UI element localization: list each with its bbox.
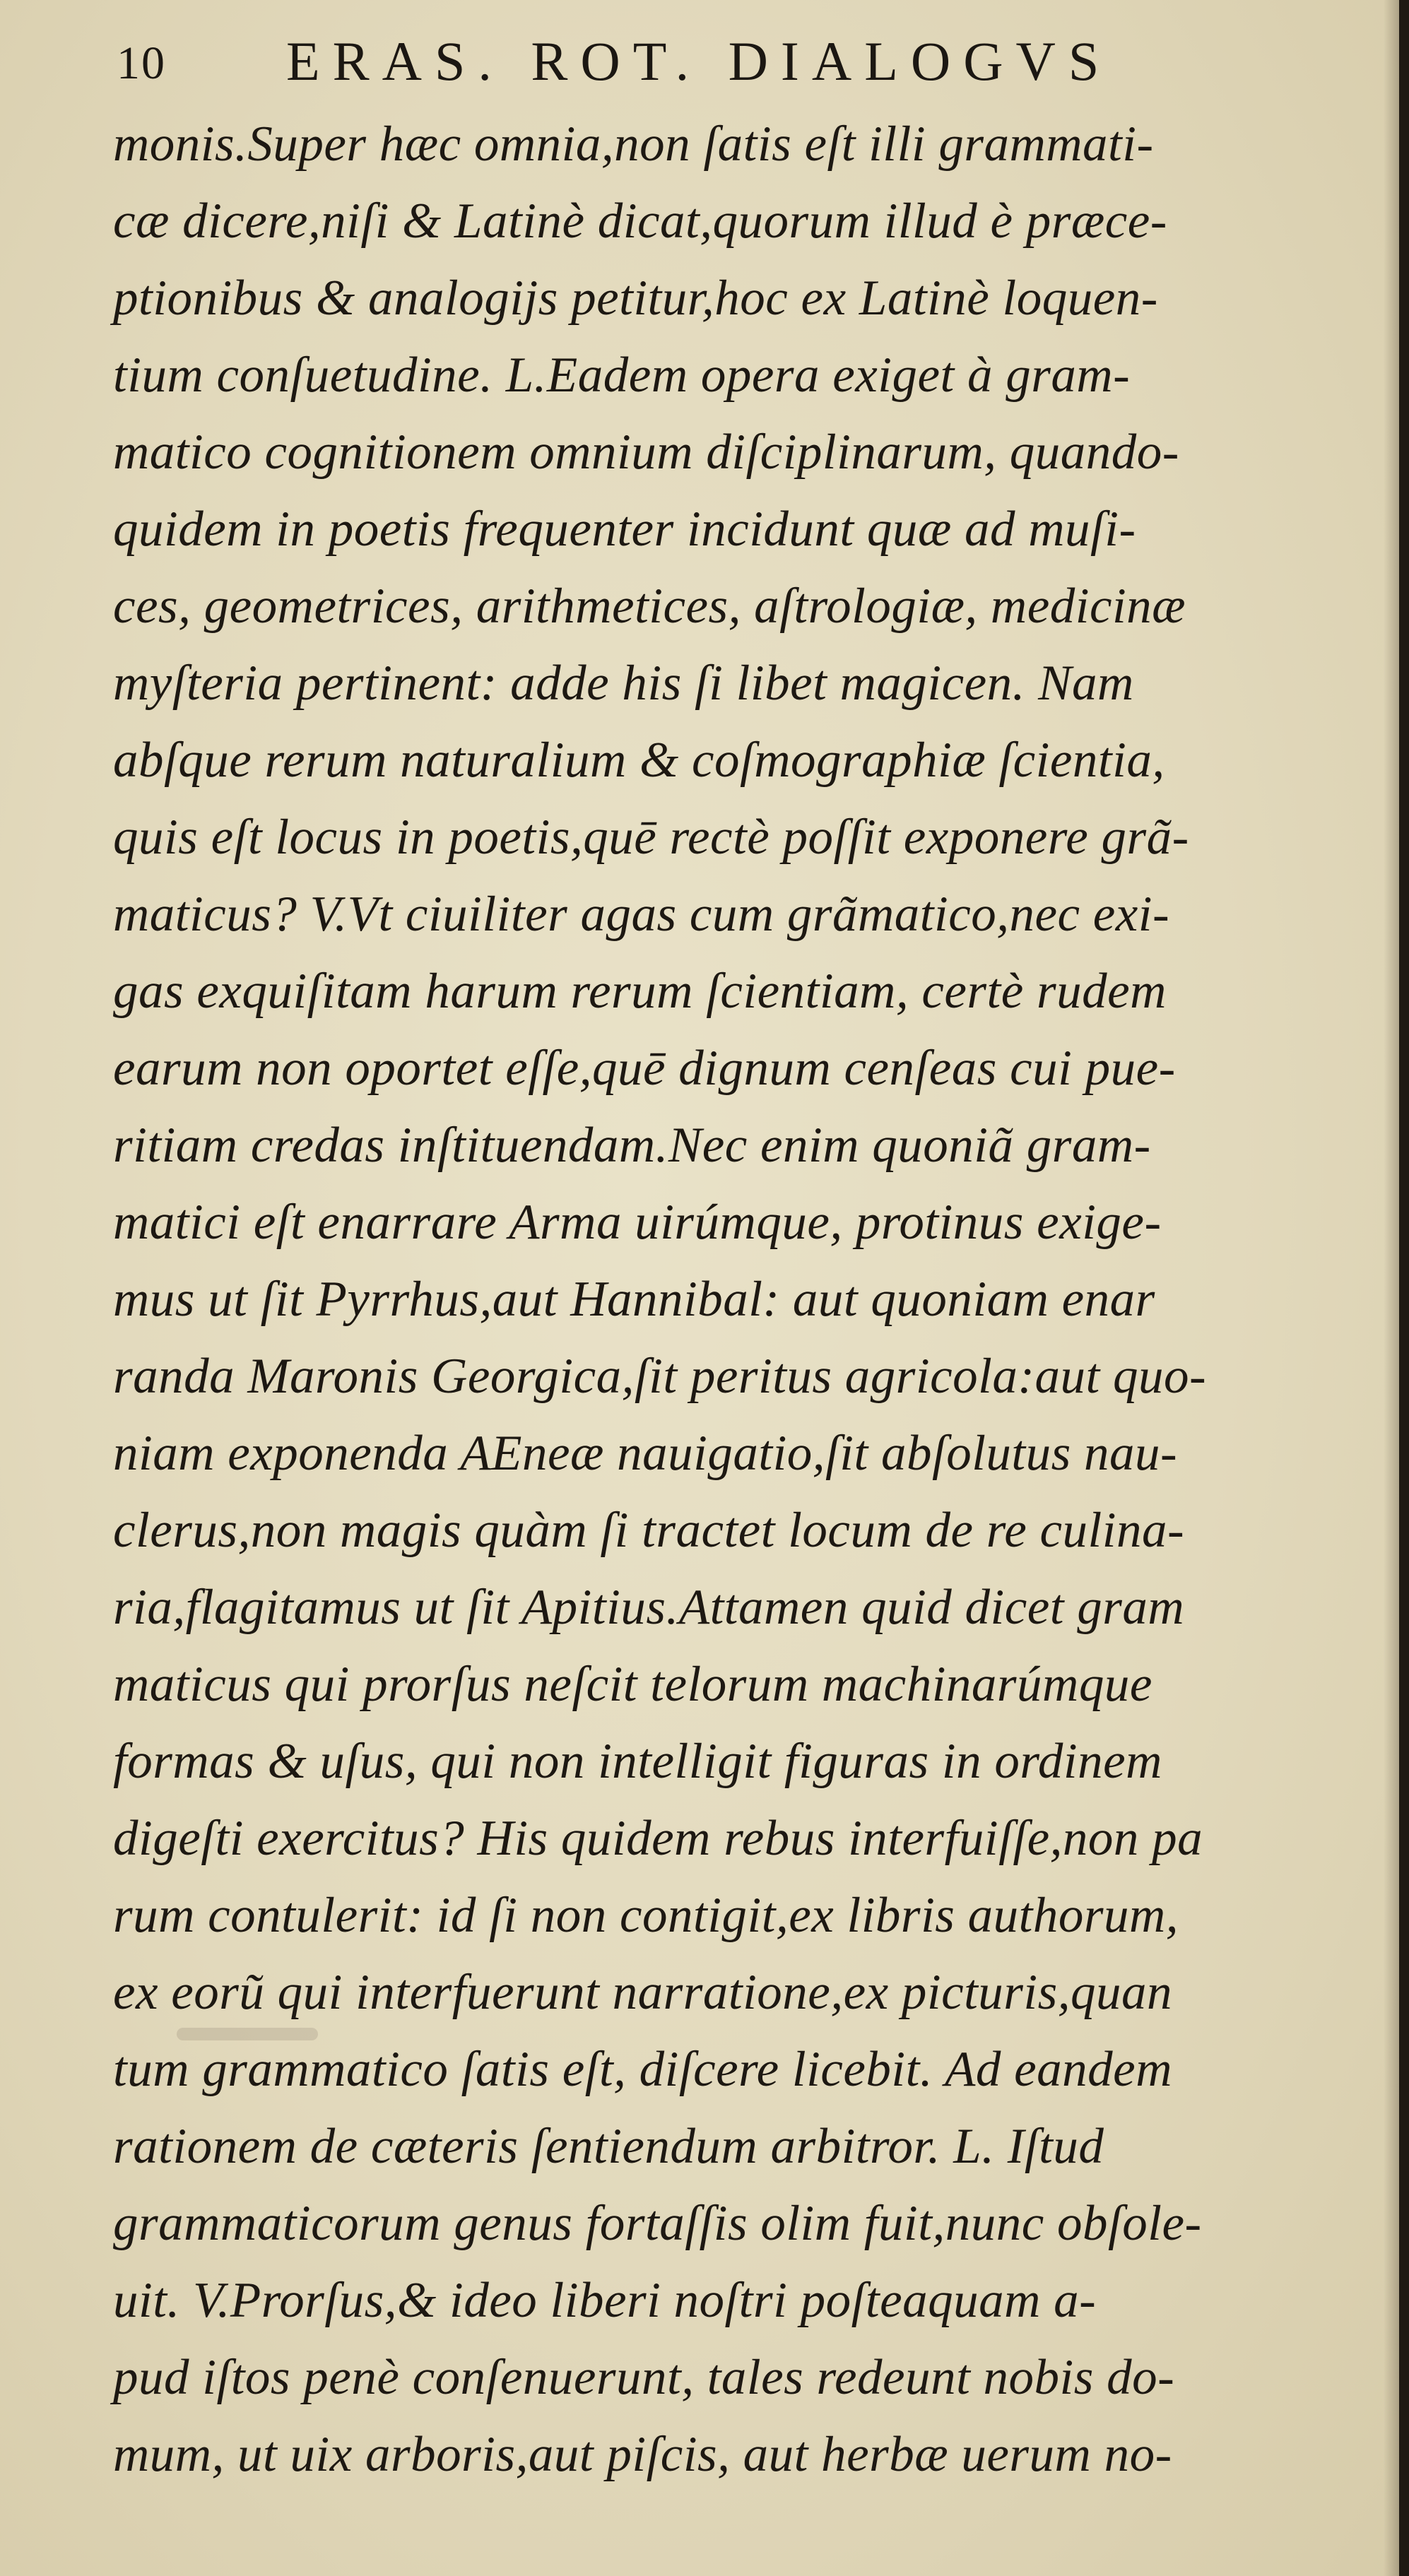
text-block <box>113 106 1314 2493</box>
text-line: ex eorũ qui interfuerunt narratione,ex picturis,quan <box>113 1965 1173 2020</box>
text-line: abſque rerum naturalium & coſmographiæ ſcientia, <box>113 733 1165 788</box>
page-header <box>117 21 1261 99</box>
text-line: maticus? V.Vt ciuiliter agas cum grãmatico,nec exi- <box>113 887 1170 942</box>
running-head: ERAS. ROT. DIALOGVS <box>286 30 1112 92</box>
text-line: quis eſt locus in poetis,quē rectè poſſit exponere grã- <box>113 810 1189 865</box>
text-line: digeſti exercitus? His quidem rebus interfuiſſe,non pa <box>113 1811 1203 1866</box>
text-line: formas & uſus, qui non intelligit figuras in ordinem <box>113 1734 1162 1789</box>
folio-number: 10 <box>117 37 166 89</box>
text-line: ces, geometrices, arithmetices, aſtrologiæ, medicinæ <box>113 579 1186 634</box>
text-line: ria,flagitamus ut ſit Apitius.Attamen quid dicet gram <box>113 1580 1185 1635</box>
scan-border <box>1399 0 1409 2576</box>
text-line: monis.Super hæc omnia,non ſatis eſt illi grammati- <box>113 117 1154 172</box>
text-line: rationem de cæteris ſentiendum arbitror. L. Iſtud <box>113 2119 1104 2174</box>
text-line: quidem in poetis frequenter incidunt quæ ad muſi- <box>113 502 1136 557</box>
text-line: niam exponenda AEneæ nauigatio,ſit abſolutus nau- <box>113 1426 1178 1481</box>
text-line: tium conſuetudine. L.Eadem opera exiget à gram- <box>113 348 1131 403</box>
text-line: pud iſtos penè conſenuerunt, tales redeunt nobis do- <box>113 2350 1175 2405</box>
text-line: mum, ut uix arboris,aut piſcis, aut herbæ uerum no- <box>113 2427 1172 2482</box>
text-line: uit. V.Prorſus,& ideo liberi noſtri poſteaquam a- <box>113 2273 1097 2328</box>
text-line: ritiam credas inſtituendam.Nec enim quoniã gram- <box>113 1118 1151 1173</box>
text-line: cæ dicere,niſi & Latinè dicat,quorum illud è præce- <box>113 194 1167 249</box>
text-line: matici eſt enarrare Arma uirúmque, protinus exige- <box>113 1195 1162 1250</box>
ink-smudge <box>177 2028 318 2040</box>
text-line: ptionibus & analogijs petitur,hoc ex Latinè loquen- <box>113 271 1158 326</box>
text-line: earum non oportet eſſe,quē dignum cenſeas cui pue- <box>113 1041 1176 1096</box>
text-line: randa Maronis Georgica,ſit peritus agricola:aut quo- <box>113 1349 1207 1404</box>
page-edge-shadow <box>1384 0 1399 2576</box>
text-line: grammaticorum genus fortaſſis olim fuit,nunc obſole- <box>113 2196 1202 2251</box>
text-line: gas exquiſitam harum rerum ſcientiam, certè rudem <box>113 964 1167 1019</box>
text-line: rum contulerit: id ſi non contigit,ex libris authorum, <box>113 1888 1179 1943</box>
text-line: clerus,non magis quàm ſi tractet locum de re culina- <box>113 1503 1185 1558</box>
text-line: myſteria pertinent: adde his ſi libet magicen. Nam <box>113 656 1134 711</box>
text-line: maticus qui prorſus neſcit telorum machinarúmque <box>113 1657 1152 1712</box>
text-line: matico cognitionem omnium diſciplinarum, quando- <box>113 425 1179 480</box>
text-line: mus ut ſit Pyrrhus,aut Hannibal: aut quoniam enar <box>113 1272 1155 1327</box>
text-line: tum grammatico ſatis eſt, diſcere licebit. Ad eandem <box>113 2042 1172 2097</box>
